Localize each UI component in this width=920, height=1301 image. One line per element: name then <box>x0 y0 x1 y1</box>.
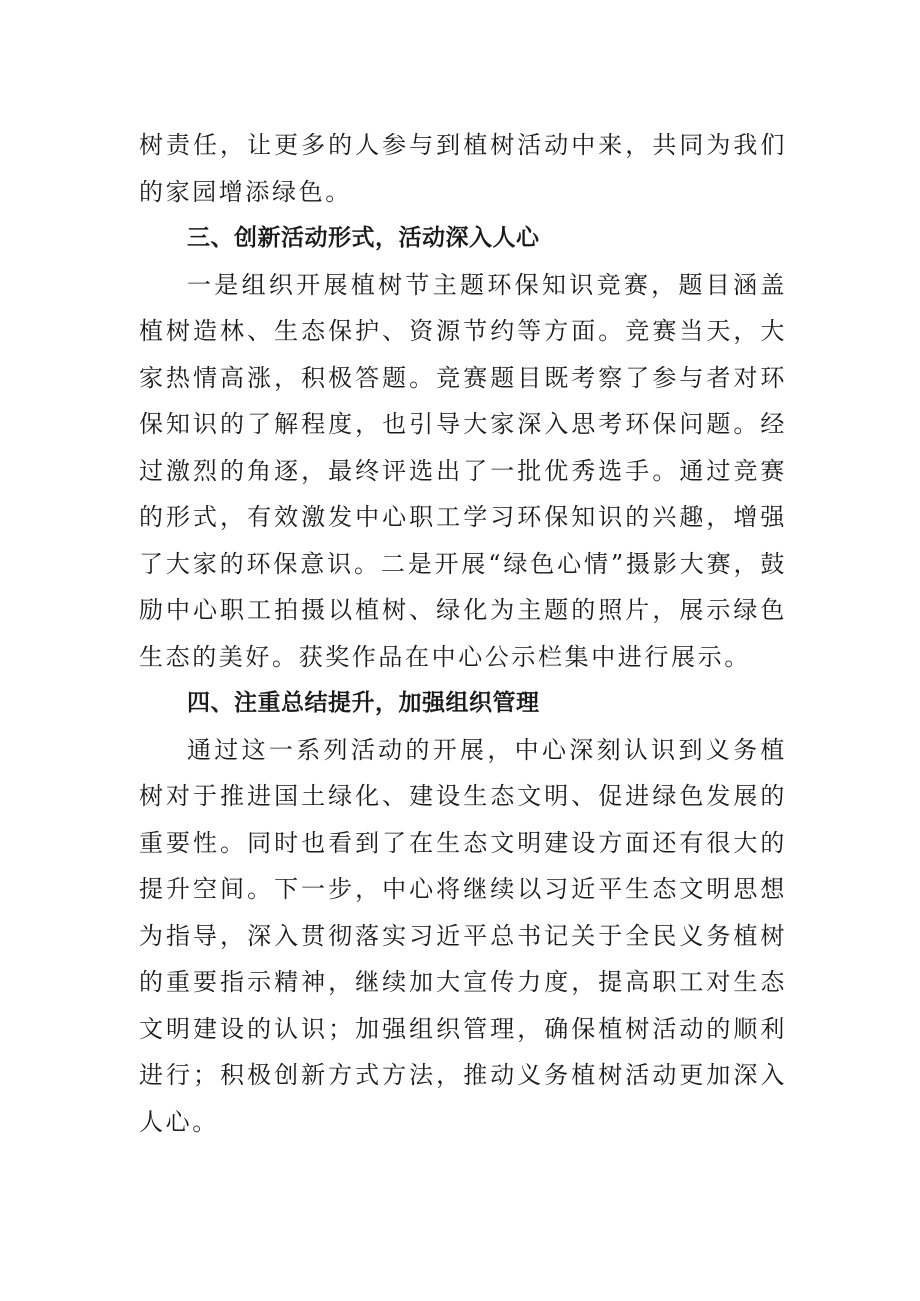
document-body <box>139 122 787 1145</box>
section-3-heading: 三、创新活动形式，活动深入人心 <box>187 225 540 251</box>
section-3-paragraph: 一是组织开展植树节主题环保知识竞赛，题目涵盖植树造林、生态保护、资源节约等方面。竞赛当天，大家热情高涨，积极答题。竞赛题目既考察了参与者对环保知识的了解程度，也引导大家深入思考环保问题。经过激烈的角逐，最终评选出了一批优秀选手。通过竞赛的形式，有效激发中心职工学习环保知识的兴趣，增强了大家的环保意识。二是开展“绿色心情”摄影大赛，鼓励中心职工拍摄以植树、绿化为主题的照片，展示绿色生态的美好。获奖作品在中心公示栏集中进行展示。 <box>139 270 787 671</box>
section-4-paragraph: 通过这一系列活动的开展，中心深刻认识到义务植树对于推进国土绿化、建设生态文明、促进绿色发展的重要性。同时也看到了在生态文明建设方面还有很大的提升空间。下一步，中心将继续以习近平生态文明思想为指导，深入贯彻落实习近平总书记关于全民义务植树的重要指示精神，继续加大宣传力度，提高职工对生态文明建设的认识；加强组织管理，确保植树活动的顺利进行；积极创新方式方法，推动义务植树活动更加深入人心。 <box>139 735 787 1136</box>
continuation-paragraph: 树责任，让更多的人参与到植树活动中来，共同为我们的家园增添绿色。 <box>139 131 787 206</box>
section-4-heading: 四、注重总结提升，加强组织管理 <box>187 690 540 716</box>
